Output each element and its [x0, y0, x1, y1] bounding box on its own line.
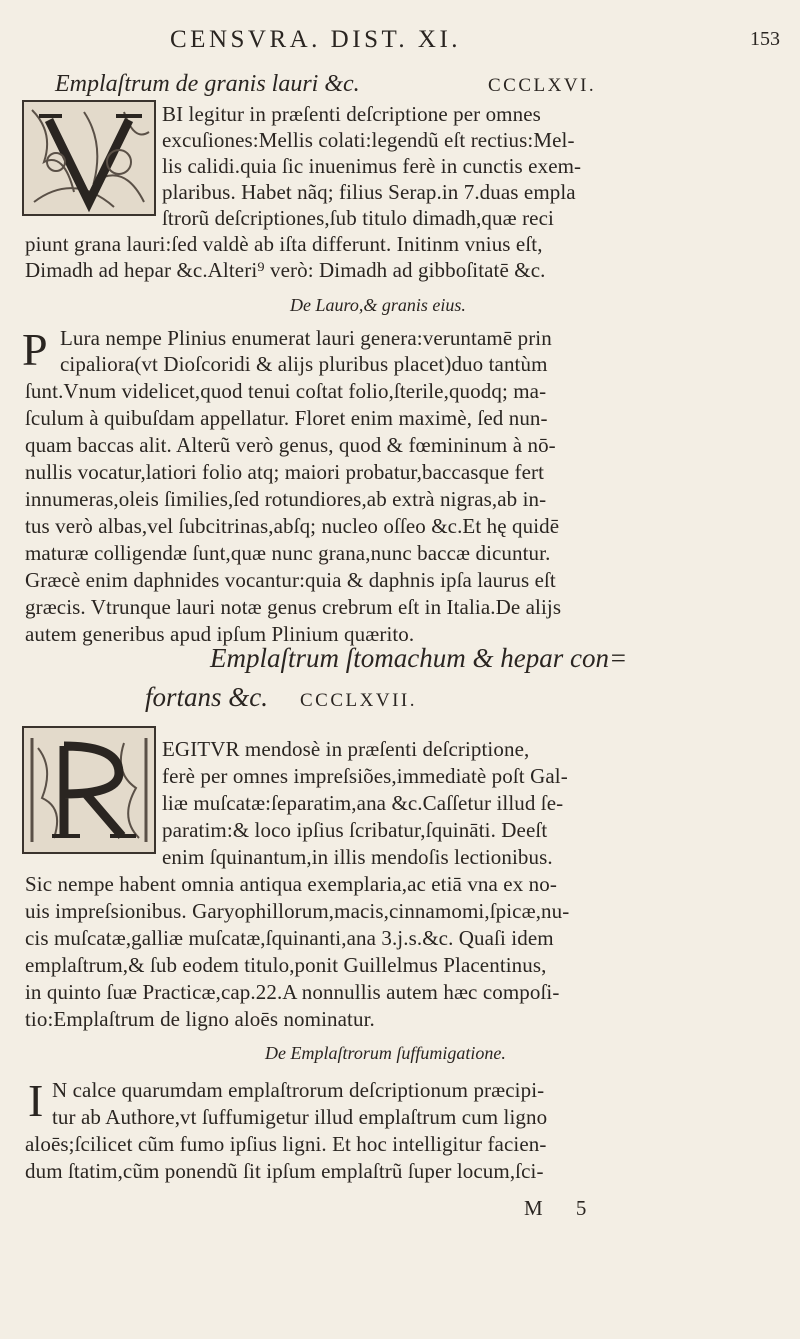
text-line: maturæ colligendæ ſunt,quæ nunc grana,nunc baccæ dicuntur.: [25, 541, 551, 565]
text-line: aloēs;ſcilicet cũm fumo ipſius ligni. Et hoc intelligitur facien-: [25, 1132, 547, 1156]
subheading-de-suffumigatione: De Emplaſtrorum ſuffumigatione.: [265, 1043, 506, 1063]
text-line: tus verò albas,vel ſubcitrinas,abſq; nucleo oſſeo &c.Et hę quidē: [25, 514, 560, 538]
text-line: plaribus. Habet nãq; filius Serap.in 7.duas empla: [162, 180, 576, 204]
initial-letter-p: P: [22, 324, 48, 375]
text-line: nullis vocatur,latiori folio atq; maiori probatur,baccasque fert: [25, 460, 545, 484]
text-line: excuſiones:Mellis colati:legendũ eſt rectius:Mel-: [162, 128, 575, 152]
woodcut-initial-r: [22, 726, 156, 854]
text-line: liæ muſcatæ:ſeparatim,ana &c.Caſſetur illud ſe-: [162, 791, 564, 815]
initial-letter-i: I: [28, 1075, 44, 1126]
text-line: Lura nempe Plinius enumerat lauri genera:veruntamē prin: [60, 326, 552, 350]
text-line: Dimadh ad hepar &c.Alteri⁹ verò: Dimadh ad gibboſitatē &c.: [25, 258, 546, 282]
section-number-367: CCCLXVII.: [300, 690, 417, 711]
decorative-woodcut-icon: [24, 102, 154, 214]
subheading-de-lauro: De Lauro,& granis eius.: [290, 295, 466, 315]
section-title-emplastrum-stomachum: Emplaſtrum ſtomachum & hepar con=: [210, 643, 628, 673]
text-line: Græcè enim daphnides vocantur:quia & daphnis ipſa laurus eſt: [25, 568, 556, 592]
text-line: ſtrorũ deſcriptiones,ſub titulo dimadh,quæ reci: [162, 206, 554, 230]
running-head: CENSVRA. DIST. XI.: [170, 26, 462, 53]
text-line: BI legitur in præſenti deſcriptione per omnes: [162, 102, 541, 126]
text-line: cis muſcatæ,galliæ muſcatæ,ſquinanti,ana 3.j.s.&c. Quaſi idem: [25, 926, 554, 950]
text-line: EGITVR mendosè in præſenti deſcriptione,: [162, 737, 530, 761]
text-line: paratim:& loco ipſius ſcribatur,ſquināti. Deeſt: [162, 818, 548, 842]
text-line: græcis. Vtrunque lauri notæ genus crebrum eſt in Italia.De alijs: [25, 595, 562, 619]
text-line: ſunt.Vnum videlicet,quod tenui coſtat folio,ſterile,quodq; ma-: [25, 379, 547, 403]
text-line: in quinto ſuæ Practicæ,cap.22.A nonnullis autem hæc compoſi-: [25, 980, 560, 1004]
text-line: lis calidi.quia ſic inuenimus ferè in cunctis exem-: [162, 154, 582, 178]
text-line: N calce quarumdam emplaſtrorum deſcriptionum præcipi-: [52, 1078, 545, 1102]
decorative-woodcut-icon: [24, 728, 154, 852]
text-line: enim ſquinantum,in illis mendoſis lectionibus.: [162, 845, 553, 869]
text-line: uis impreſsionibus. Garyophillorum,macis,cinnamomi,ſpicæ,nu-: [25, 899, 570, 923]
text-line: cipaliora(vt Dioſcoridi & alijs pluribus placet)duo tantùm: [60, 352, 548, 376]
folio-number: 153: [750, 28, 780, 50]
section-title-emplastrum-lauri: Emplaſtrum de granis lauri &c.: [55, 71, 360, 97]
text-line: ſculum à quibuſdam appellatur. Floret enim maximè, ſed nun-: [25, 406, 548, 430]
signature-mark: M 5: [524, 1196, 601, 1220]
text-line: Sic nempe habent omnia antiqua exemplaria,ac etiā vna ex no-: [25, 872, 557, 896]
text-line: innumeras,oleis ſimilies,ſed rotundiores,ab extrà nigras,ab in-: [25, 487, 547, 511]
text-line: autem generibus apud ipſum Plinium quærito.: [25, 622, 415, 646]
woodcut-initial-v: [22, 100, 156, 216]
text-line: tur ab Authore,vt ſuffumigetur illud emplaſtrum cum ligno: [52, 1105, 548, 1129]
text-line: tio:Emplaſtrum de ligno aloēs nominatur.: [25, 1007, 375, 1031]
section-title-line-2: fortans &c.: [145, 682, 269, 712]
text-line: emplaſtrum,& ſub eodem titulo,ponit Guillelmus Placentinus,: [25, 953, 547, 977]
text-line: ferè per omnes impreſsiões,immediatè poſt Gal-: [162, 764, 568, 788]
text-line: quam baccas alit. Alterũ verò genus, quod & fœmininum à nō-: [25, 433, 556, 457]
text-line: dum ſtatim,cũm ponendũ ſit ipſum emplaſtrũ ſuper locum,ſci-: [25, 1159, 544, 1183]
section-number-366: CCCLXVI.: [488, 75, 597, 96]
text-line: piunt grana lauri:ſed valdè ab iſta differunt. Initinm vnius eſt,: [25, 232, 543, 256]
